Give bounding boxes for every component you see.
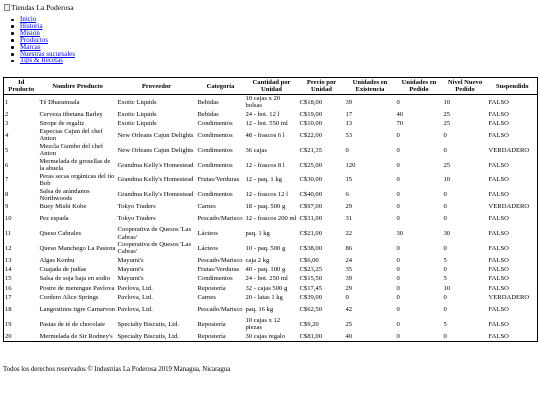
cell-price: C$9,20: [299, 320, 319, 328]
cell-price: C$38,00: [299, 244, 323, 252]
table-row: [4, 143, 538, 158]
cell-price: C$81,00: [299, 332, 323, 340]
logo-alt-text: Tiendas La Poderosa: [11, 3, 74, 12]
cell-on-order: 0: [396, 320, 400, 328]
cell-supplier: Pavlova, Ltd.: [117, 284, 153, 292]
cell-stock: 22: [345, 230, 353, 237]
cell-price: C$10,00: [299, 119, 323, 127]
cell-stock: 120: [345, 161, 356, 169]
cell-id: 15: [5, 275, 12, 283]
cell-category: Repostería: [197, 320, 226, 328]
nav-link-tips-recetas[interactable]: Tips & Recetas: [20, 56, 63, 65]
cell-category: Condimentos: [197, 161, 233, 169]
cell-name: Pastas de té de chocolate: [39, 320, 106, 328]
cell-name: Queso Cabrales: [39, 230, 82, 237]
column-header-on-order: Unidades en Pedido: [396, 78, 443, 95]
column-header-quantity: Cantidad por Unidad: [245, 78, 299, 95]
cell-quantity: paq. 1 kg: [245, 230, 270, 237]
cell-supplier: Cooperativa de Quesos 'Las Cabras': [117, 226, 192, 241]
cell-quantity: 48 - frascos 6 l: [245, 131, 285, 139]
cell-on-order: 0: [396, 275, 400, 283]
cell-id: 12: [5, 244, 12, 252]
cell-on-order: 0: [396, 244, 400, 252]
cell-discontinued: FALSO: [488, 266, 509, 274]
cell-supplier: Grandma Kelly's Homestead: [117, 191, 194, 199]
cell-discontinued: FALSO: [488, 176, 509, 184]
column-header-price: Precio por Unidad: [299, 78, 345, 95]
cell-on-order: 0: [396, 256, 400, 264]
main-navigation: [10, 16, 75, 64]
cell-price: C$18,00: [299, 98, 323, 106]
cell-name: Langostinos tigre Carnarvon: [39, 306, 115, 314]
cell-category: Lácteos: [197, 244, 219, 252]
cell-discontinued: FALSO: [488, 230, 509, 237]
cell-discontinued: VERDADERO: [488, 146, 530, 154]
cell-name: Mermelada de Sir Rodney's: [39, 332, 113, 340]
cell-price: C$23,25: [299, 266, 323, 274]
cell-on-order: 0: [396, 191, 400, 199]
cell-quantity: 10 cajas x 20 bolsas: [245, 95, 281, 110]
cell-discontinued: FALSO: [488, 306, 509, 314]
cell-supplier: New Orleans Cajun Delights: [117, 131, 194, 139]
table-row: [4, 211, 538, 226]
cell-reorder-level: 5: [443, 320, 447, 328]
cell-name: Mermelada de grosellas de la abuela: [39, 157, 111, 173]
cell-name: Cerveza tibetana Barley: [39, 110, 103, 118]
cell-price: C$25,00: [299, 161, 323, 169]
cell-category: Repostería: [197, 332, 226, 340]
cell-name: Cordero Alice Springs: [39, 294, 99, 302]
cell-on-order: 0: [396, 176, 400, 184]
cell-stock: 24: [345, 256, 353, 264]
cell-id: 13: [5, 256, 12, 264]
cell-quantity: paq. 16 kg: [245, 306, 274, 314]
cell-reorder-level: 25: [443, 119, 451, 127]
cell-stock: 13: [345, 119, 353, 127]
cell-category: Bebidas: [197, 98, 219, 106]
cell-stock: 39: [345, 98, 353, 106]
cell-stock: 42: [345, 306, 353, 314]
cell-id: 1: [5, 98, 9, 106]
table-row: [4, 317, 538, 332]
table-row: [4, 256, 538, 265]
cell-quantity: caja 2 kg: [245, 256, 270, 264]
cell-price: C$15,50: [299, 275, 323, 283]
cell-stock: 86: [345, 244, 353, 252]
cell-supplier: New Orleans Cajun Delights: [117, 146, 194, 154]
cell-category: Pescado/Marisco: [197, 256, 243, 264]
cell-stock: 6: [345, 191, 349, 199]
nav-link-productos[interactable]: Productos: [20, 35, 48, 44]
table-row: [4, 293, 538, 302]
cell-on-order: 0: [396, 215, 400, 223]
cell-supplier: Mayumi's: [117, 266, 144, 274]
cell-quantity: 12 - frascos 8 l: [245, 161, 285, 169]
cell-price: C$22,00: [299, 131, 323, 139]
cell-stock: 31: [345, 215, 353, 223]
cell-discontinued: FALSO: [488, 215, 509, 223]
cell-reorder-level: 25: [443, 110, 451, 118]
cell-stock: 15: [345, 176, 353, 184]
cell-on-order: 0: [396, 294, 400, 302]
cell-discontinued: FALSO: [488, 320, 509, 328]
cell-id: 17: [5, 294, 12, 302]
cell-on-order: 0: [396, 332, 400, 340]
cell-stock: 40: [345, 332, 353, 340]
cell-name: Salsa de arándanos Northwoods: [39, 187, 90, 202]
cell-stock: 29: [345, 284, 353, 292]
cell-stock: 35: [345, 266, 353, 274]
cell-reorder-level: 0: [443, 191, 447, 199]
column-header-supplier: Proveedor: [117, 78, 197, 95]
cell-id: 5: [5, 146, 9, 154]
cell-id: 6: [5, 161, 9, 169]
cell-reorder-level: 0: [443, 215, 447, 223]
cell-stock: 29: [345, 203, 353, 211]
cell-supplier: Mayumi's: [117, 256, 144, 264]
cell-category: Carnes: [197, 294, 216, 302]
table-row: [4, 119, 538, 128]
cell-supplier: Pavlova, Ltd.: [117, 294, 153, 302]
cell-quantity: 30 cajas regalo: [245, 332, 286, 340]
cell-reorder-level: 10: [443, 284, 451, 292]
cell-id: 4: [5, 131, 9, 139]
cell-category: Frutas/Verduras: [197, 266, 240, 274]
cell-id: 9: [5, 203, 9, 211]
cell-id: 7: [5, 176, 9, 184]
broken-image-icon: [4, 4, 10, 11]
cell-name: Peras secas orgánicas del tío Bob: [39, 172, 115, 187]
cell-category: Condimentos: [197, 191, 233, 199]
cell-quantity: 10 - paq. 500 g: [245, 244, 286, 252]
cell-discontinued: FALSO: [488, 256, 509, 264]
cell-id: 14: [5, 266, 12, 274]
products-table: [3, 77, 538, 342]
cell-price: C$21,00: [299, 230, 323, 237]
cell-quantity: 40 - paq. 100 g: [245, 266, 286, 274]
cell-supplier: Specialty Biscuits, Ltd.: [117, 320, 180, 328]
cell-reorder-level: 25: [443, 161, 451, 169]
cell-reorder-level: 5: [443, 256, 447, 264]
table-header-row: [4, 78, 538, 95]
cell-on-order: 30: [396, 230, 404, 237]
cell-category: Bebidas: [197, 110, 219, 118]
cell-id: 3: [5, 119, 9, 127]
table-row: [4, 128, 538, 143]
cell-name: Sirope de regaliz: [39, 119, 85, 127]
cell-price: C$6,00: [299, 256, 319, 264]
cell-reorder-level: 0: [443, 306, 447, 314]
table-row: [4, 284, 538, 293]
cell-price: C$17,45: [299, 284, 323, 292]
cell-supplier: Pavlova, Ltd.: [117, 306, 153, 314]
column-header-id: Id Producto: [4, 78, 39, 95]
cell-reorder-level: 0: [443, 294, 447, 302]
cell-id: 8: [5, 191, 9, 199]
cell-on-order: 40: [396, 110, 404, 118]
nav-link-mision[interactable]: Misión: [20, 28, 40, 37]
cell-on-order: 0: [396, 131, 400, 139]
cell-reorder-level: 0: [443, 244, 447, 252]
table-row: [4, 187, 538, 202]
nav-link-marcas[interactable]: Marcas: [20, 42, 41, 51]
cell-price: C$62,50: [299, 306, 323, 314]
cell-quantity: 20 - latas 1 kg: [245, 294, 283, 302]
cell-name: Cuajada de judías: [39, 266, 87, 274]
cell-on-order: 0: [396, 306, 400, 314]
cell-on-order: 0: [396, 161, 400, 169]
cell-name: Especias Cajun del chef Anton: [39, 128, 103, 143]
cell-category: Condimentos: [197, 146, 233, 154]
cell-id: 19: [5, 320, 12, 328]
cell-on-order: 0: [396, 266, 400, 274]
table-row: [4, 265, 538, 274]
cell-category: Pescado/Marisco: [197, 215, 243, 223]
cell-quantity: 24 - bot. 12 l: [245, 110, 280, 118]
cell-supplier: Specialty Biscuits, Ltd.: [117, 332, 180, 340]
column-header-name: Nombre Producto: [39, 78, 117, 95]
cell-price: C$97,00: [299, 203, 323, 211]
cell-name: Algas Konbu: [39, 256, 75, 264]
cell-name: Té Dharamsala: [39, 98, 80, 106]
cell-discontinued: FALSO: [488, 161, 509, 169]
cell-reorder-level: 5: [443, 275, 447, 283]
cell-stock: 25: [345, 320, 353, 328]
table-row: [4, 226, 538, 241]
cell-discontinued: FALSO: [488, 284, 509, 292]
cell-name: Queso Manchego La Pastora: [39, 244, 116, 252]
cell-discontinued: FALSO: [488, 332, 509, 340]
nav-link-historia[interactable]: Historia: [20, 21, 43, 30]
cell-quantity: 12 - bot. 550 ml: [245, 119, 288, 127]
cell-stock: 0: [345, 294, 349, 302]
cell-quantity: 24 - bot. 250 ml: [245, 275, 288, 283]
cell-id: 11: [5, 230, 12, 237]
cell-reorder-level: 0: [443, 146, 447, 154]
cell-supplier: Grandma Kelly's Homestead: [117, 176, 194, 184]
cell-id: 18: [5, 306, 12, 314]
cell-quantity: 32 - cajas 500 g: [245, 284, 288, 292]
cell-reorder-level: 30: [443, 230, 451, 237]
cell-quantity: 36 cajas: [245, 146, 267, 154]
cell-price: C$40,00: [299, 191, 323, 199]
cell-name: Mezcla Gumbo del chef Anton: [39, 143, 104, 158]
page-footer: Todos los derechos reservados © Industrias La Poderosa 2019 Managua, Nicaragua: [3, 366, 231, 373]
cell-supplier: Tokyo Traders: [117, 203, 156, 211]
cell-name: Postre de merengue Pavlova: [39, 284, 115, 292]
column-header-stock: Unidades en Existencia: [345, 78, 396, 95]
column-header-discontinued: Suspendido: [488, 78, 538, 95]
cell-id: 10: [5, 215, 12, 223]
table-row: [4, 241, 538, 256]
cell-discontinued: FALSO: [488, 98, 509, 106]
cell-supplier: Exotic Liquids: [117, 110, 157, 118]
table-row: [4, 109, 538, 118]
table-row: [4, 202, 538, 211]
cell-discontinued: FALSO: [488, 131, 509, 139]
cell-quantity: 12 - frascos 200 ml: [245, 215, 297, 223]
cell-name: Buey Mishi Kobe: [39, 203, 87, 211]
cell-discontinued: FALSO: [488, 244, 509, 252]
nav-item-tips-recetas: [10, 57, 75, 64]
cell-discontinued: FALSO: [488, 110, 509, 118]
cell-supplier: Mayumi's: [117, 275, 144, 283]
cell-quantity: 12 - frascos 12 l: [245, 191, 288, 199]
cell-quantity: 10 cajas x 12 piezas: [245, 317, 281, 332]
cell-price: C$31,00: [299, 215, 323, 223]
cell-discontinued: FALSO: [488, 191, 509, 199]
column-header-category: Categoría: [197, 78, 245, 95]
table-row: [4, 158, 538, 173]
cell-discontinued: FALSO: [488, 275, 509, 283]
cell-category: Condimentos: [197, 275, 233, 283]
table-row: [4, 274, 538, 283]
cell-reorder-level: 10: [443, 98, 451, 106]
cell-reorder-level: 10: [443, 176, 451, 184]
cell-price: C$39,00: [299, 294, 323, 302]
cell-stock: 17: [345, 110, 353, 118]
table-row: [4, 172, 538, 187]
cell-id: 2: [5, 110, 9, 118]
cell-reorder-level: 0: [443, 131, 447, 139]
cell-supplier: Exotic Liquids: [117, 98, 157, 106]
cell-discontinued: VERDADERO: [488, 294, 530, 302]
cell-on-order: 0: [396, 284, 400, 292]
cell-discontinued: VERDADERO: [488, 203, 530, 211]
cell-on-order: 0: [396, 98, 400, 106]
cell-price: C$19,00: [299, 110, 323, 118]
cell-stock: 53: [345, 131, 353, 139]
cell-reorder-level: 0: [443, 266, 447, 274]
cell-quantity: 12 - paq. 1 kg: [245, 176, 282, 184]
cell-on-order: 70: [396, 119, 404, 127]
table-row: [4, 95, 538, 110]
cell-category: Pescado/Marisco: [197, 306, 243, 314]
store-logo: [4, 3, 74, 12]
cell-id: 20: [5, 332, 12, 340]
cell-supplier: Cooperativa de Quesos 'Las Cabras': [117, 241, 192, 256]
cell-stock: 0: [345, 146, 349, 154]
cell-category: Frutas/Verduras: [197, 176, 240, 184]
cell-stock: 39: [345, 275, 353, 283]
cell-category: Carnes: [197, 203, 216, 211]
cell-quantity: 18 - paq. 500 g: [245, 203, 286, 211]
cell-price: C$21,35: [299, 146, 323, 154]
nav-link-sucursales[interactable]: Nuestras sucursales: [20, 49, 76, 58]
cell-on-order: 0: [396, 146, 400, 154]
cell-reorder-level: 0: [443, 203, 447, 211]
table-row: [4, 302, 538, 317]
cell-category: Repostería: [197, 284, 226, 292]
cell-category: Condimentos: [197, 131, 233, 139]
table-row: [4, 332, 538, 341]
cell-reorder-level: 0: [443, 332, 447, 340]
cell-discontinued: FALSO: [488, 119, 509, 127]
cell-price: C$30,00: [299, 176, 323, 184]
cell-name: Salsa de soja baja en sodio: [39, 275, 110, 283]
cell-supplier: Tokyo Traders: [117, 215, 156, 223]
cell-supplier: Exotic Liquids: [117, 119, 157, 127]
cell-category: Lácteos: [197, 230, 219, 237]
cell-supplier: Grandma Kelly's Homestead: [117, 161, 194, 169]
column-header-reorder-level: Nivel Nuevo Pedido: [443, 78, 488, 95]
cell-id: 16: [5, 284, 12, 292]
nav-link-inicio[interactable]: Inicio: [20, 15, 37, 23]
cell-category: Condimentos: [197, 119, 233, 127]
cell-on-order: 0: [396, 203, 400, 211]
cell-name: Pez espada: [39, 215, 69, 223]
